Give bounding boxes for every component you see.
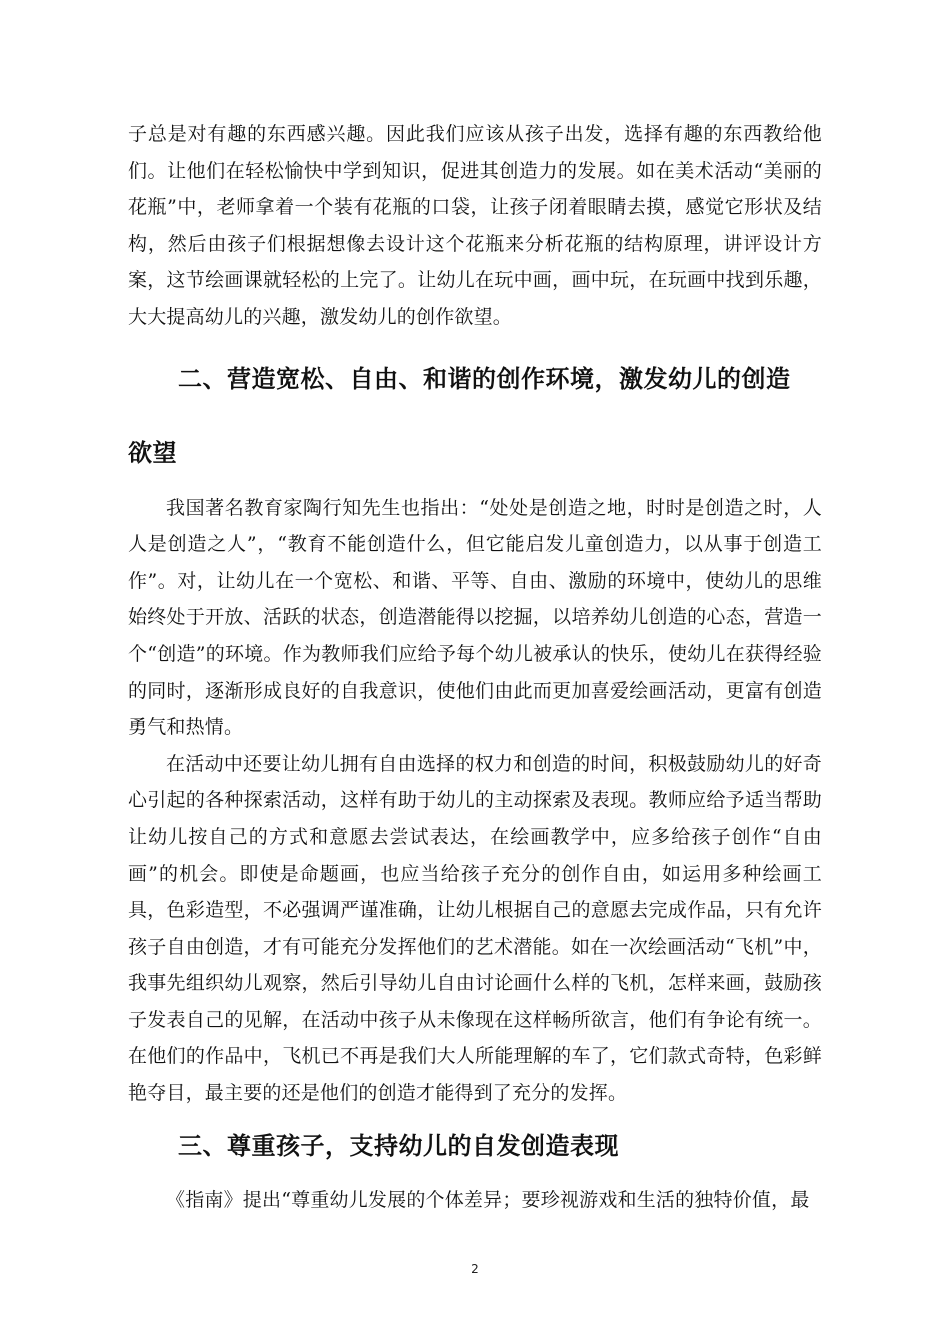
paragraph-free-choice: 在活动中还要让幼儿拥有自由选择的权力和创造的时间，积极鼓励幼儿的好奇心引起的各种探索活动，这样有助于幼儿的主动探索及表现。教师应给予适当帮助让幼儿按自己的方式和意愿去尝试表达，在绘画教学中，应多给孩子创作“自由画”的机会。即使是命题画，也应当给孩子充分的创作自由，如运用多种绘画工具，色彩造型，不必强调严谨准确，让幼儿根据自己的意愿去完成作品，只有允许孩子自由创造，才有可能充分发挥他们的艺术潜能。如在一次绘画活动“飞机”中，我事先组织幼儿观察，然后引导幼儿自由讨论画什么样的飞机，怎样来画，鼓励孩子发表自己的见解，在活动中孩子从未像现在这样畅所欲言，他们有争论有统一。在他们的作品中，飞机已不再是我们大人所能理解的车了，它们款式奇特，色彩鲜艳夺目，最主要的还是他们的创造才能得到了充分的发挥。 xyxy=(128,752,822,1105)
section-heading-two-line1: 二、营造宽松、自由、和谐的创作环境，激发幼儿的创造 xyxy=(178,364,791,393)
section-heading-two xyxy=(128,342,822,490)
section-heading-two-line2: 欲望 xyxy=(128,438,177,467)
page-content xyxy=(128,116,822,1218)
page-number: 2 xyxy=(471,1262,479,1276)
section-heading-three: 三、尊重孩子，支持幼儿的自发创造表现 xyxy=(178,1131,619,1160)
paragraph-guide: 《指南》提出“尊重幼儿发展的个体差异；要珍视游戏和生活的独特价值，最 xyxy=(166,1188,810,1211)
paragraph-tao-xingzhi: 我国著名教育家陶行知先生也指出：“处处是创造之地，时时是创造之时，人人是创造之人”，“教育不能创造什么，但它能启发儿童创造力，以从事于创造工作”。对，让幼儿在一个宽松、和谐、平等、自由、激励的环境中，使幼儿的思维始终处于开放、活跃的状态，创造潜能得以挖掘，以培养幼儿创造的心态，营造一个“创造”的环境。作为教师我们应给予每个幼儿被承认的快乐，使幼儿在获得经验的同时，逐渐形成良好的自我意识，使他们由此而更加喜爱绘画活动，更富有创造勇气和热情。 xyxy=(128,496,822,739)
paragraph-continued: 子总是对有趣的东西感兴趣。因此我们应该从孩子出发，选择有趣的东西教给他们。让他们在轻松愉快中学到知识，促进其创造力的发展。如在美术活动“美丽的花瓶”中，老师拿着一个装有花瓶的口袋，让孩子闭着眼睛去摸，感觉它形状及结构，然后由孩子们根据想像去设计这个花瓶来分析花瓶的结构原理，讲评设计方案，这节绘画课就轻松的上完了。让幼儿在玩中画，画中玩，在玩画中找到乐趣，大大提高幼儿的兴趣，激发幼儿的创作欲望。 xyxy=(128,123,822,328)
